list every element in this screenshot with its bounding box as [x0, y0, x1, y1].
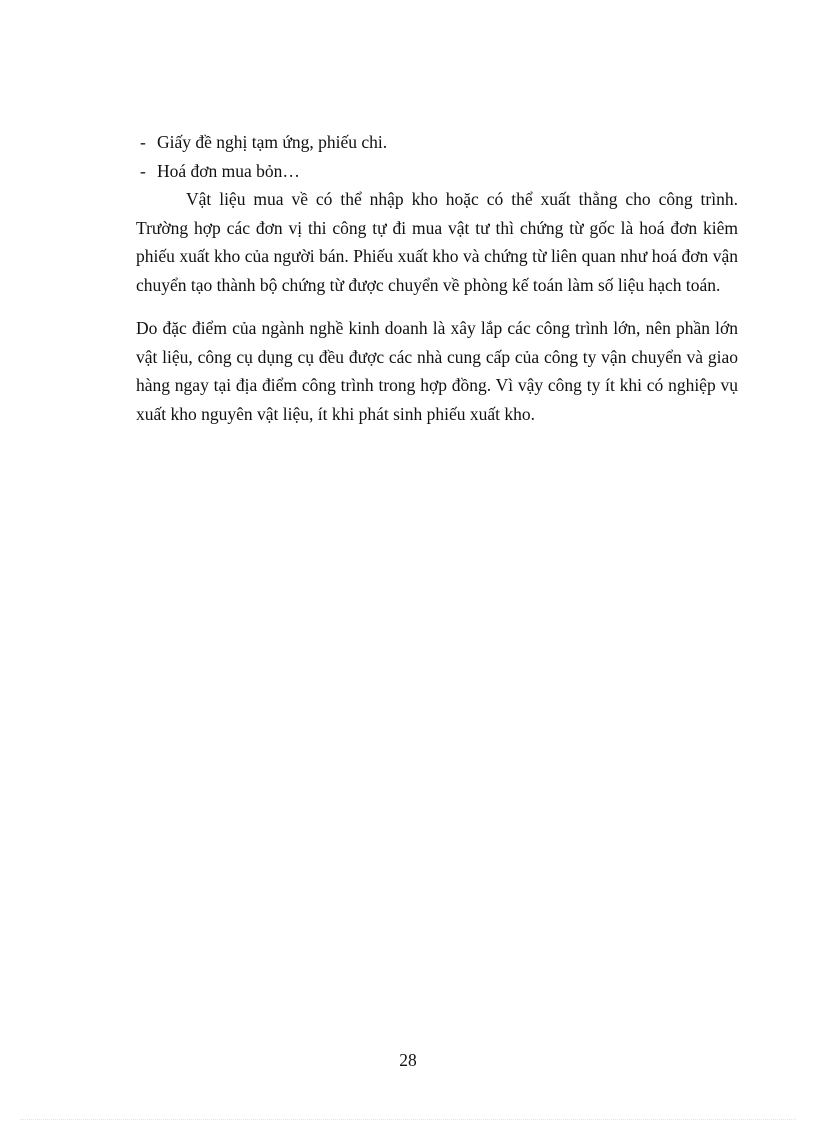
paragraph-materials: Vật liệu mua về có thể nhập kho hoặc có thể xuất thẳng cho công trình. Trường hợp các đơn vị thi công tự đi mua vật tư thì chứng từ gốc là hoá đơn kiêm phiếu xuất kho của người bán. Phiếu xuất kho và chứng từ liên quan như hoá đơn vận chuyển tạo thành bộ chứng từ được chuyển về phòng kế toán làm số liệu hạch toán. [136, 189, 738, 295]
page-body [136, 128, 738, 428]
bullet-text: Giấy đề nghị tạm ứng, phiếu chi. [157, 132, 388, 152]
bullet-text: Hoá đơn mua bỏn… [157, 160, 300, 181]
bottom-divider [20, 1119, 796, 1120]
bullet-list [136, 128, 738, 185]
list-item [136, 128, 738, 157]
bullet-marker: - [140, 132, 146, 152]
page-number: 28 [399, 1050, 417, 1070]
paragraph-business: Do đặc điểm của ngành nghề kinh doanh là xây lắp các công trình lớn, nên phần lớn vật liệu, công cụ dụng cụ đều được các nhà cung cấp của công ty vận chuyển và giao hàng ngay tại địa điểm công trình trong hợp đồng. Vì vậy công ty ít khi có nghiệp vụ xuất kho nguyên vật liệu, ít khi phát sinh phiếu xuất kho. [136, 318, 738, 424]
bullet-marker: - [140, 160, 146, 181]
list-item [136, 157, 738, 186]
